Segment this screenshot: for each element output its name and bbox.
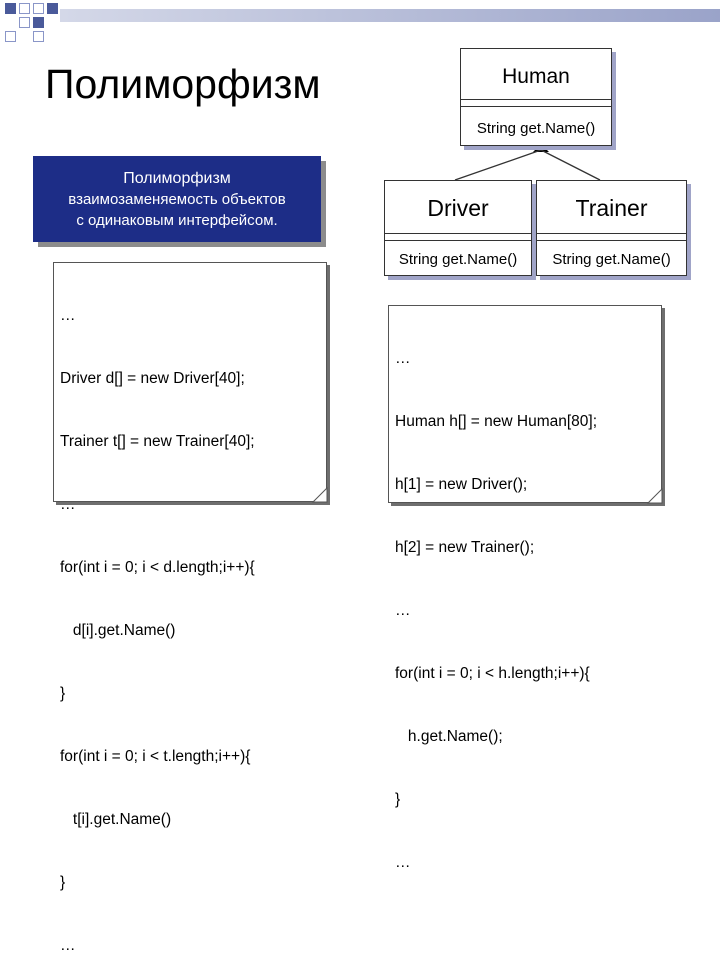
code-line: h.get.Name();	[395, 728, 503, 745]
code-line: Trainer t[] = new Trainer[40];	[60, 433, 255, 450]
slide-title: Полиморфизм	[45, 61, 321, 107]
definition-heading: Полиморфизм	[123, 170, 231, 187]
class-method: String get.Name()	[476, 120, 596, 137]
class-method: String get.Name()	[552, 251, 671, 268]
code-line: d[i].get.Name()	[60, 622, 176, 639]
code-line: }	[395, 791, 401, 808]
code-line: for(int i = 0; i < d.length;i++){	[60, 559, 255, 576]
code-line: Human h[] = new Human[80];	[395, 413, 598, 430]
code-line: …	[60, 307, 76, 324]
code-line: for(int i = 0; i < h.length;i++){	[395, 665, 590, 682]
code-line: …	[395, 602, 411, 619]
code-line: h[1] = new Driver();	[395, 476, 528, 493]
code-line: Driver d[] = new Driver[40];	[60, 370, 245, 387]
code-line: for(int i = 0; i < t.length;i++){	[60, 748, 251, 765]
class-name: Driver	[427, 195, 489, 221]
definition-line: взаимозаменяемость объектов	[68, 191, 286, 208]
code-line: …	[60, 496, 76, 513]
code-line: t[i].get.Name()	[60, 811, 172, 828]
code-line: }	[60, 874, 66, 891]
definition-line: с одинаковым интерфейсом.	[76, 212, 278, 229]
code-line: …	[395, 350, 411, 367]
class-name: Trainer	[575, 195, 648, 221]
code-line: h[2] = new Trainer();	[395, 539, 535, 556]
class-method: String get.Name()	[398, 251, 518, 268]
code-line: }	[60, 685, 66, 702]
code-line: …	[60, 937, 76, 954]
class-name: Human	[502, 65, 570, 88]
code-line: …	[395, 854, 411, 871]
